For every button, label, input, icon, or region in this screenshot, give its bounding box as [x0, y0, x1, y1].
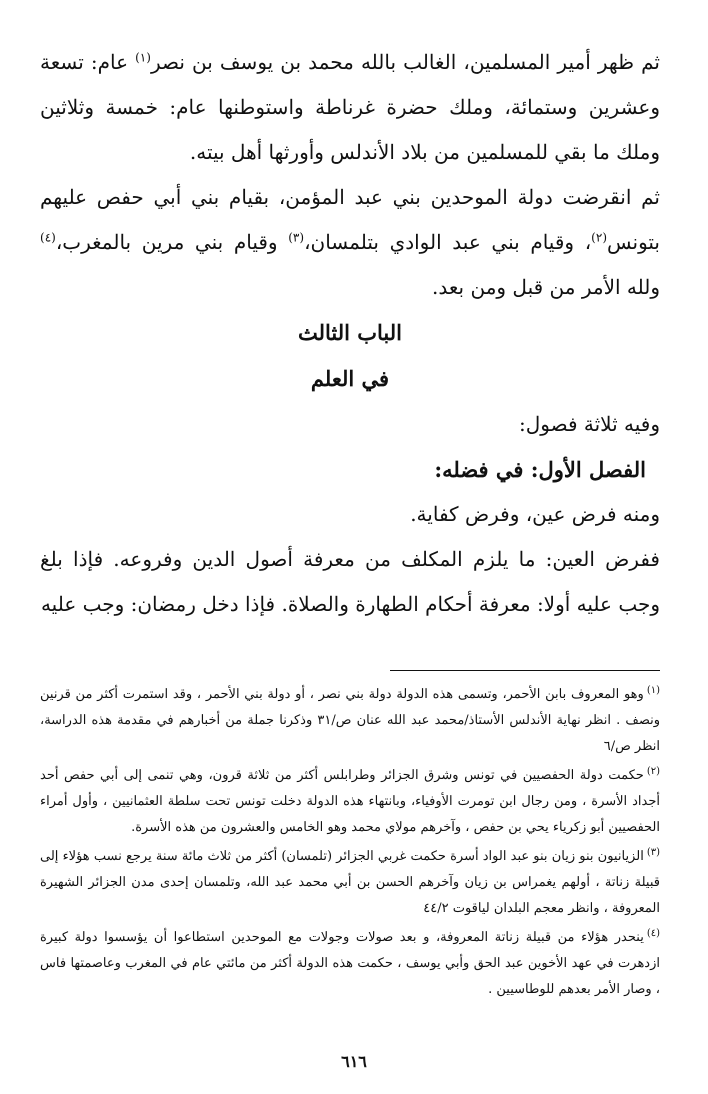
footnote-1 — [40, 682, 660, 760]
footnote-1-mark: (١) — [646, 684, 660, 696]
footnote-4-mark: (٤) — [646, 927, 660, 939]
footnote-ref-1[interactable]: (١) — [135, 50, 151, 65]
chapter-subheading: في العلم — [310, 366, 390, 391]
footnote-2-mark: (٢) — [646, 765, 660, 777]
section-line: ومنه فرض عين، وفرض كفاية. — [410, 502, 660, 526]
paragraph-1-text: ثم ظهر أمير المسلمين، الغالب بالله محمد بن يوسف بن نصر — [150, 50, 660, 74]
section-title: الفصل الأول: في فضله: — [434, 457, 646, 482]
footnote-1-text: وهو المعروف بابن الأحمر، وتسمى هذه الدولة دولة بني نصر ، أو دولة بني الأحمر ، وقد استمرت أكثر من قرنين ونصف . انظر نهاية الأندلس الأستاذ/محمد عبد الله عنان ص/٣١ وذكرنا جملة من أخبارهم في مقدمة هذه الدراسة، انظر ص/٦ — [40, 687, 660, 754]
paragraph-2-tail: ولله الأمر من قبل ومن بعد. — [432, 275, 660, 299]
footnote-4 — [40, 925, 660, 1003]
main-text — [40, 40, 660, 627]
paragraph-1-tail: عام: تسعة وعشرين وستمائة، وملك حضرة غرناطة واستوطنها عام: خمسة وثلاثين وملك ما بقي للمسلمين من بلاد الأندلس وأورثها أهل بيته. — [40, 50, 660, 164]
footnote-2-text: حكمت دولة الحفصيين في تونس وشرق الجزائر وطرابلس أكثر من ثلاثة قرون، وهي تنمى إلى أبي حفص أحد أجداد الأسرة ، ومن رجال ابن تومرت الأوفياء، وبانتهاء هذه الدولة دخلت تونس تحت سلطة العثمانيين ، وأول أمراء الحفصيين أبو زكرياء يحي بن حفص ، وآخرهم مولاي محمد وهو الخامس والعشرون من هذه الأسرة. — [40, 768, 660, 835]
footnote-3-text: الزيانيون بنو زيان بنو عبد الواد أسرة حكمت غربي الجزائر (تلمسان) أكثر من ثلاث مائة سنة يرجع نسب هؤلاء إلى قبيلة زناتة ، أولهم يغمراس بن زيان وآخرهم الحسن بن أبي محمد عبد الله، وتلمسان إحدى مدن الجزائر الشهيرة المعروفة ، وانظر معجم البلدان لياقوت ٤٤/٢ — [40, 849, 660, 916]
footnote-2 — [40, 763, 660, 841]
footnote-3 — [40, 844, 660, 922]
paragraph-2-mid-1: ، وقيام بني عبد الوادي بتلمسان، — [304, 230, 592, 254]
paragraph-1 — [40, 40, 660, 175]
footnote-ref-4[interactable]: (٤) — [40, 230, 56, 245]
paragraph-2 — [40, 175, 660, 310]
footnote-ref-3[interactable]: (٣) — [288, 230, 305, 245]
page-number: ٦١٦ — [341, 1052, 367, 1071]
paragraph-2-text: ثم انقرضت دولة الموحدين بني عبد المؤمن، بقيام بني أبي حفص عليهم بتونس — [40, 185, 660, 254]
footnote-ref-2[interactable]: (٢) — [591, 230, 607, 245]
chapter-heading: الباب الثالث — [297, 320, 403, 345]
footnote-4-text: ينحدر هؤلاء من قبيلة زناتة المعروفة، و بعد صولات وجولات مع الموحدين استطاعوا أن يؤسسوا دولة كبيرة ازدهرت في عهد الأخوين عبد الحق وأبي يوسف ، حكمت هذه الدولة أكثر من مائتي عام في المغرب وعاصمتها فاس ، وصار الأمر بعدهم للوطاسيين . — [40, 930, 660, 997]
footnotes — [40, 682, 660, 1006]
footnote-3-mark: (٣) — [646, 846, 660, 858]
last-paragraph: ففرض العين: ما يلزم المكلف من معرفة أصول الدين وفروعه. فإذا بلغ وجب عليه أولا: معرفة أحكام الطهارة والصلاة. فإذا دخل رمضان: وجب عليه — [40, 547, 660, 616]
footnote-divider — [390, 670, 660, 671]
sections-intro: وفيه ثلاثة فصول: — [519, 412, 660, 436]
paragraph-2-mid-2: وقيام بني مرين بالمغرب، — [55, 230, 289, 254]
